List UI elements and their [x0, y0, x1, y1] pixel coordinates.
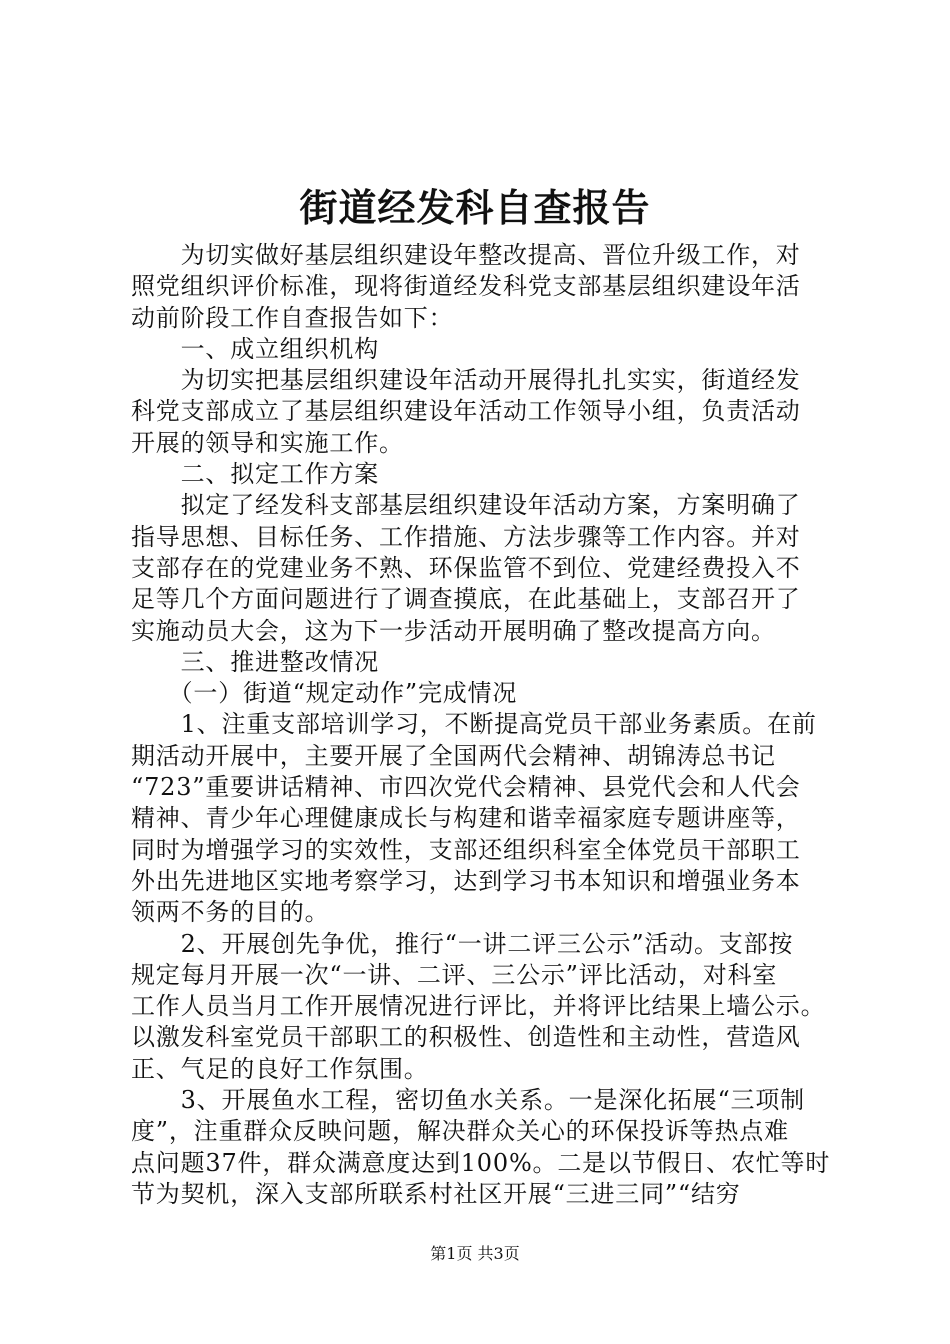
text-line: 正、气足的良好工作氛围。 — [131, 1054, 429, 1083]
text-line: 开展的领导和实施工作。 — [131, 428, 404, 457]
text-line: 规定每月开展一次“一讲、二评、三公示”评比活动，对科室 — [131, 960, 778, 989]
text-line: 指导思想、目标任务、工作措施、方法步骤等工作内容。并对 — [131, 522, 801, 551]
text-line: 科党支部成立了基层组织建设年活动工作领导小组，负责活动 — [131, 397, 801, 426]
text-line: 足等几个方面问题进行了调查摸底，在此基础上，支部召开了 — [131, 585, 801, 614]
text-line: 拟定了经发科支部基层组织建设年活动方案，方案明确了 — [131, 491, 801, 520]
text-line: 节为契机，深入支部所联系村社区开展“三进三同”“结穷 — [131, 1179, 741, 1208]
text-line: 领两不务的目的。 — [131, 898, 330, 927]
text-line: 点问题37件，群众满意度达到100%。二是以节假日、农忙等时 — [131, 1148, 831, 1177]
text-line: 3、开展鱼水工程，密切鱼水关系。一是深化拓展“三项制 — [131, 1086, 805, 1115]
document-body — [131, 240, 831, 1210]
text-line: 实施动员大会，这为下一步活动开展明确了整改提高方向。 — [131, 616, 776, 645]
subsection-heading: （一）街道“规定动作”完成情况 — [131, 679, 518, 708]
section-heading: 三、推进整改情况 — [131, 647, 379, 676]
text-line: 工作人员当月工作开展情况进行评比，并将评比结果上墙公示。 — [131, 992, 826, 1021]
section-heading: 一、成立组织机构 — [131, 334, 379, 363]
page-number-footer: 第1页 共3页 — [430, 1244, 520, 1263]
text-line: “723”重要讲话精神、市四次党代会精神、县党代会和人代会 — [131, 773, 801, 802]
text-line: 2、开展创先争优，推行“一讲二评三公示”活动。支部按 — [131, 929, 794, 958]
text-line: 同时为增强学习的实效性，支部还组织科室全体党员干部职工 — [131, 835, 801, 864]
section-heading: 二、拟定工作方案 — [131, 460, 379, 489]
text-line: 为切实做好基层组织建设年整改提高、晋位升级工作，对 — [131, 241, 801, 269]
text-line: 期活动开展中，主要开展了全国两代会精神、胡锦涛总书记 — [131, 741, 776, 770]
text-line: 以激发科室党员干部职工的积极性、创造性和主动性，营造风 — [131, 1023, 801, 1052]
text-line: 度”，注重群众反映问题，解决群众关心的环保投诉等热点难 — [131, 1117, 789, 1146]
text-line: 为切实把基层组织建设年活动开展得扎扎实实，街道经发 — [131, 366, 801, 395]
document-title: 街道经发科自查报告 — [299, 185, 651, 230]
text-line: 外出先进地区实地考察学习，达到学习书本知识和增强业务本 — [131, 866, 801, 895]
text-line: 1、注重支部培训学习，不断提高党员干部业务素质。在前 — [131, 710, 817, 739]
text-line: 支部存在的党建业务不熟、环保监管不到位、党建经费投入不 — [131, 553, 801, 582]
text-line: 精神、青少年心理健康成长与构建和谐幸福家庭专题讲座等， — [131, 804, 801, 833]
text-line: 照党组织评价标准，现将街道经发科党支部基层组织建设年活 — [131, 272, 801, 301]
text-line: 动前阶段工作自查报告如下： — [131, 303, 454, 332]
